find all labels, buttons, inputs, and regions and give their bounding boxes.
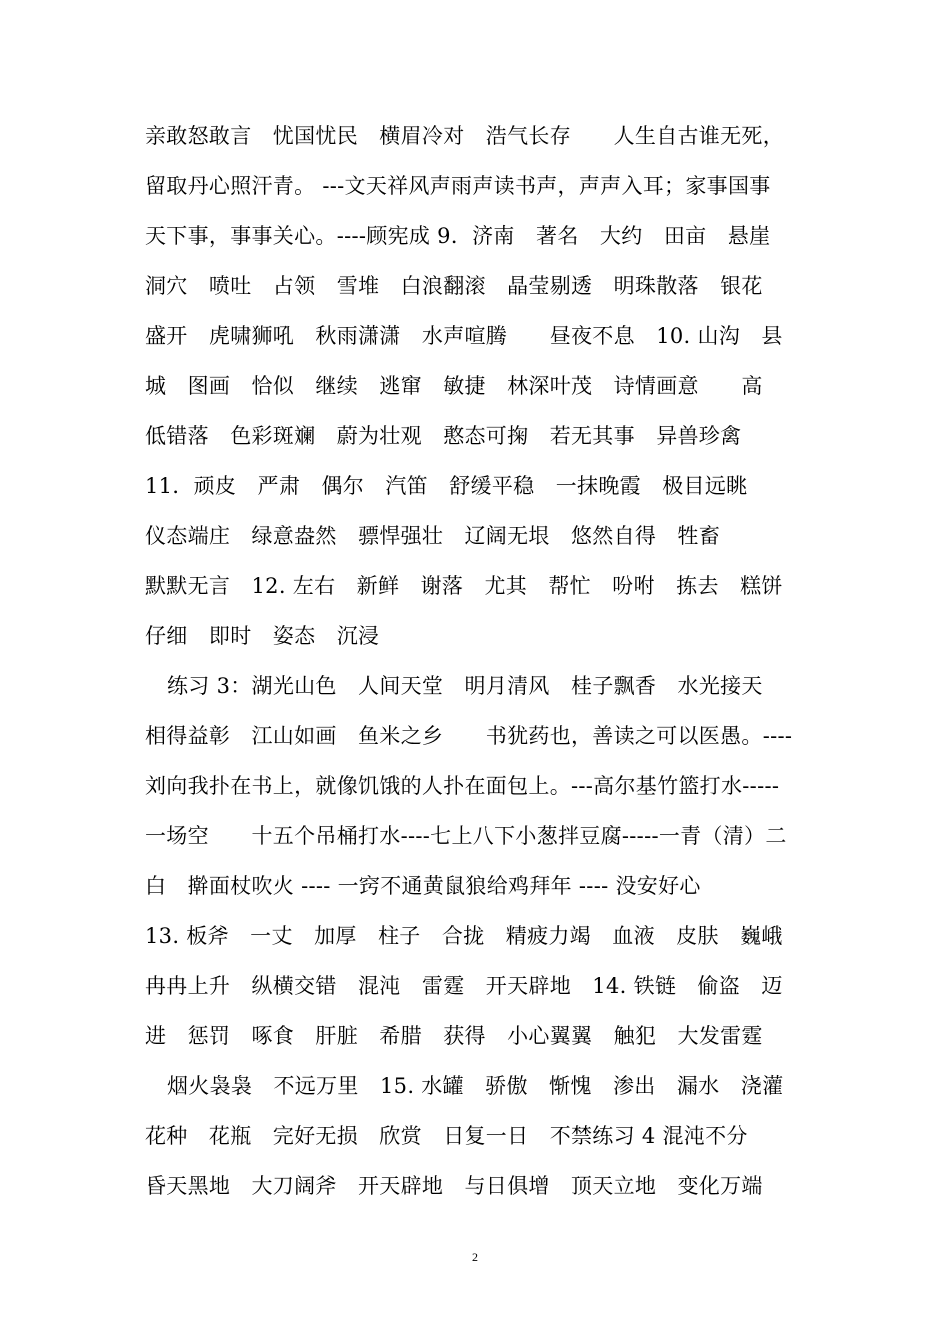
text-line: 刘向我扑在书上，就像饥饿的人扑在面包上。---高尔基竹篮打水----- — [145, 774, 780, 798]
text-line: 花种 花瓶 完好无损 欣赏 日复一日 不禁练习 4 混沌不分 — [145, 1124, 748, 1148]
text-line: 一场空 十五个吊桶打水----七上八下小葱拌豆腐-----一青（清）二 — [145, 824, 787, 848]
text-line: 仪态端庄 绿意盎然 骠悍强壮 辽阔无垠 悠然自得 牲畜 — [145, 524, 721, 548]
text-line: 默默无言 12. 左右 新鲜 谢落 尤其 帮忙 吩咐 拣去 糕饼 — [145, 574, 783, 598]
text-line: 低错落 色彩斑斓 蔚为壮观 憨态可掬 若无其事 异兽珍禽 — [145, 424, 742, 448]
text-line: 白 擀面杖吹火 ---- 一窍不通黄鼠狼给鸡拜年 ---- 没安好心 — [145, 874, 701, 898]
text-line: 盛开 虎啸狮吼 秋雨潇潇 水声喧腾 昼夜不息 10. 山沟 县 — [145, 324, 783, 348]
text-line: 城 图画 恰似 继续 逃窜 敏捷 林深叶茂 诗情画意 高 — [145, 374, 763, 398]
text-line: 进 惩罚 啄食 肝脏 希腊 获得 小心翼翼 触犯 大发雷霆 — [145, 1024, 763, 1048]
text-line: 仔细 即时 姿态 沉浸 — [145, 624, 380, 648]
text-line: 烟火袅袅 不远万里 15. 水罐 骄傲 惭愧 渗出 漏水 浇灌 — [167, 1074, 784, 1098]
text-line: 相得益彰 江山如画 鱼米之乡 书犹药也，善读之可以医愚。---- — [145, 724, 793, 748]
text-line: 冉冉上升 纵横交错 混沌 雷霆 开天辟地 14. 铁链 偷盗 迈 — [145, 974, 783, 998]
text-line: 洞穴 喷吐 占领 雪堆 白浪翻滚 晶莹剔透 明珠散落 银花 — [145, 274, 763, 298]
text-line: 留取丹心照汗青。 ---文天祥风声雨声读书声，声声入耳；家事国事 — [145, 174, 771, 198]
body-text — [145, 111, 810, 1211]
text-line: 昏天黑地 大刀阔斧 开天辟地 与日俱增 顶天立地 变化万端 — [145, 1174, 763, 1198]
text-line: 11．顽皮 严肃 偶尔 汽笛 舒缓平稳 一抹晚霞 极目远眺 — [145, 474, 748, 498]
text-line: 天下事，事事关心。----顾宪成 9．济南 著名 大约 田亩 悬崖 — [145, 224, 771, 248]
text-line: 亲敢怒敢言 忧国忧民 横眉冷对 浩气长存 人生自古谁无死， — [145, 124, 784, 148]
text-line: 13. 板斧 一丈 加厚 柱子 合拢 精疲力竭 血液 皮肤 巍峨 — [145, 924, 783, 948]
page-number: 2 — [472, 1250, 478, 1264]
text-line: 练习 3：湖光山色 人间天堂 明月清风 桂子飘香 水光接天 — [167, 674, 763, 698]
